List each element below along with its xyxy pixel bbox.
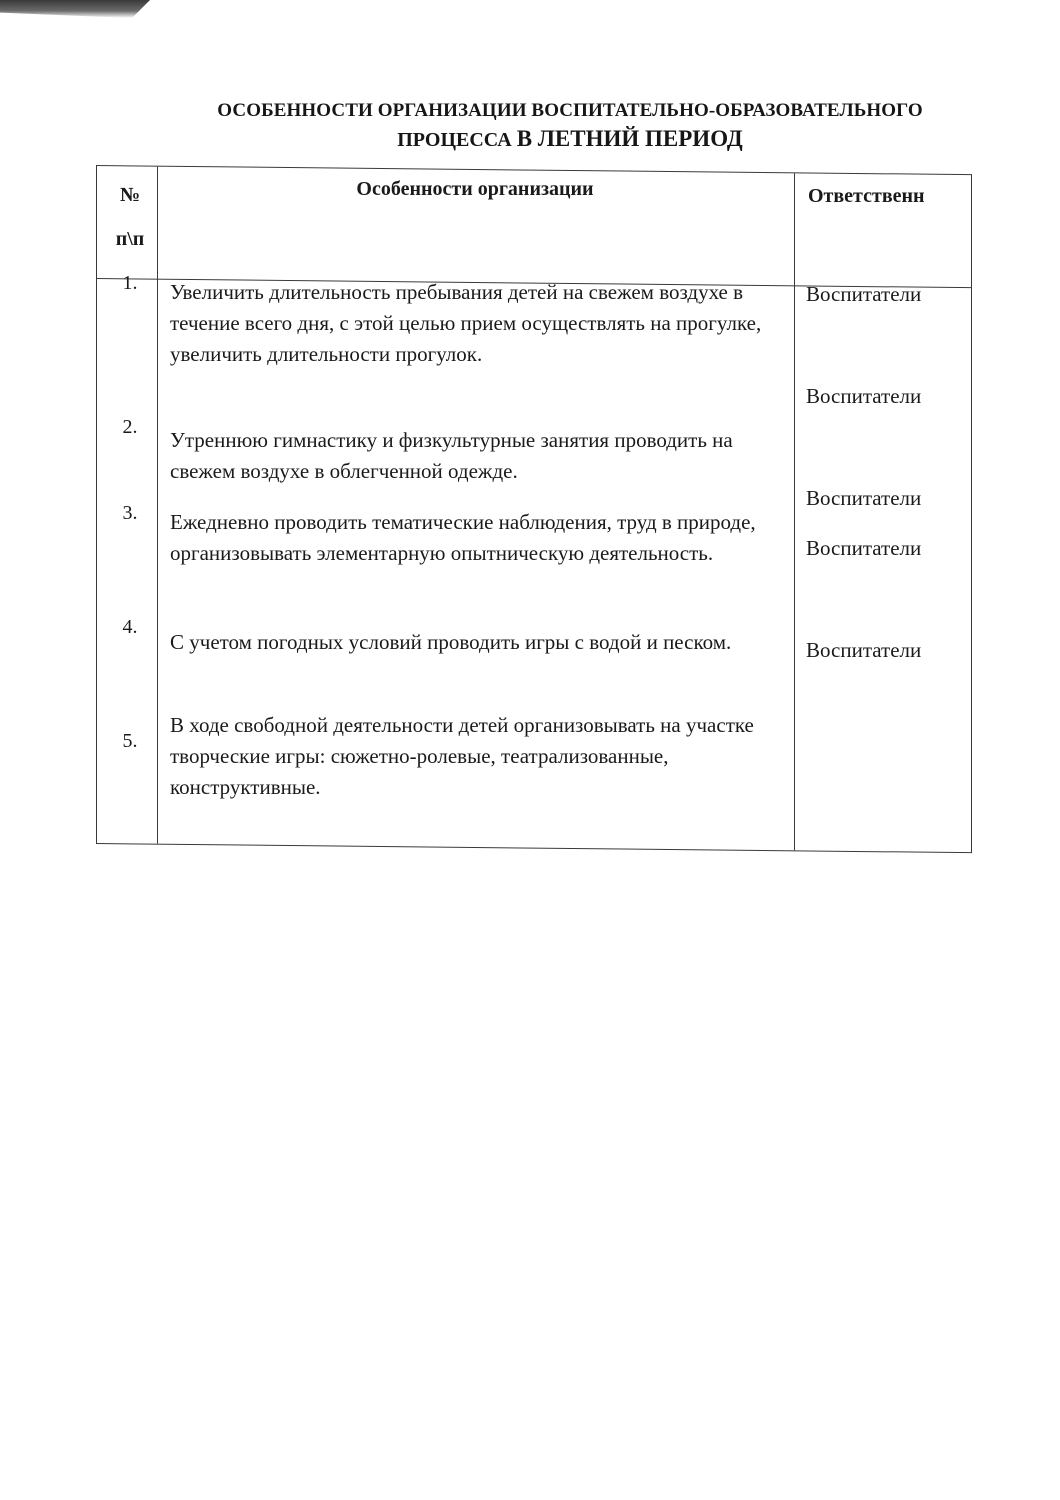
row-responsible: Воспитатели: [806, 384, 922, 408]
row-item: Увеличить длительность пребывания детей на свежем воздухе в течение всего дня, с этой целью прием осуществлять на прогулке, увеличить длительности прогулок.: [170, 280, 762, 366]
header-number-sign: №: [119, 184, 141, 206]
document-title: ОСОБЕННОСТИ ОРГАНИЗАЦИИ ВОСПИТАТЕЛЬНО-ОБРАЗОВАТЕЛЬНОГО: [217, 100, 923, 121]
row-number: 5.: [122, 730, 138, 752]
row-item: Ежедневно проводить тематические наблюдения, труд в природе, организовывать элементарную опытническую деятельность.: [170, 510, 756, 565]
row-responsible: Воспитатели: [806, 638, 922, 662]
row-responsible: Воспитатели: [806, 486, 922, 510]
row-number: 1.: [122, 272, 138, 294]
header-features: Особенности организации: [356, 178, 594, 200]
row-responsible: Воспитатели: [806, 536, 922, 560]
row-number: 2.: [122, 416, 138, 438]
row-number: 4.: [122, 616, 138, 638]
column-divider: [794, 173, 795, 850]
row-item: В ходе свободной деятельности детей организовывать на участке творческие игры: сюжетно-ролевые, театрализованные, конструктивные.: [170, 713, 754, 799]
document-subtitle: [40, 126, 1060, 152]
subtitle-part-2: В ЛЕТНИЙ ПЕРИОД: [516, 126, 743, 151]
row-item: С учетом погодных условий проводить игры с водой и песком.: [170, 630, 732, 654]
header-responsible: Ответственн: [808, 185, 925, 207]
subtitle-part-1: ПРОЦЕССА: [397, 129, 517, 151]
row-number: 3.: [122, 502, 138, 524]
row-responsible: Воспитатели: [806, 282, 922, 306]
scan-edge-shadow: [0, 0, 150, 18]
row-item: Утреннюю гимнастику и физкультурные занятия проводить на свежем воздухе в облегченной одежде.: [170, 428, 733, 483]
header-number: [100, 173, 160, 261]
header-number-abbrev: п\п: [115, 228, 145, 250]
